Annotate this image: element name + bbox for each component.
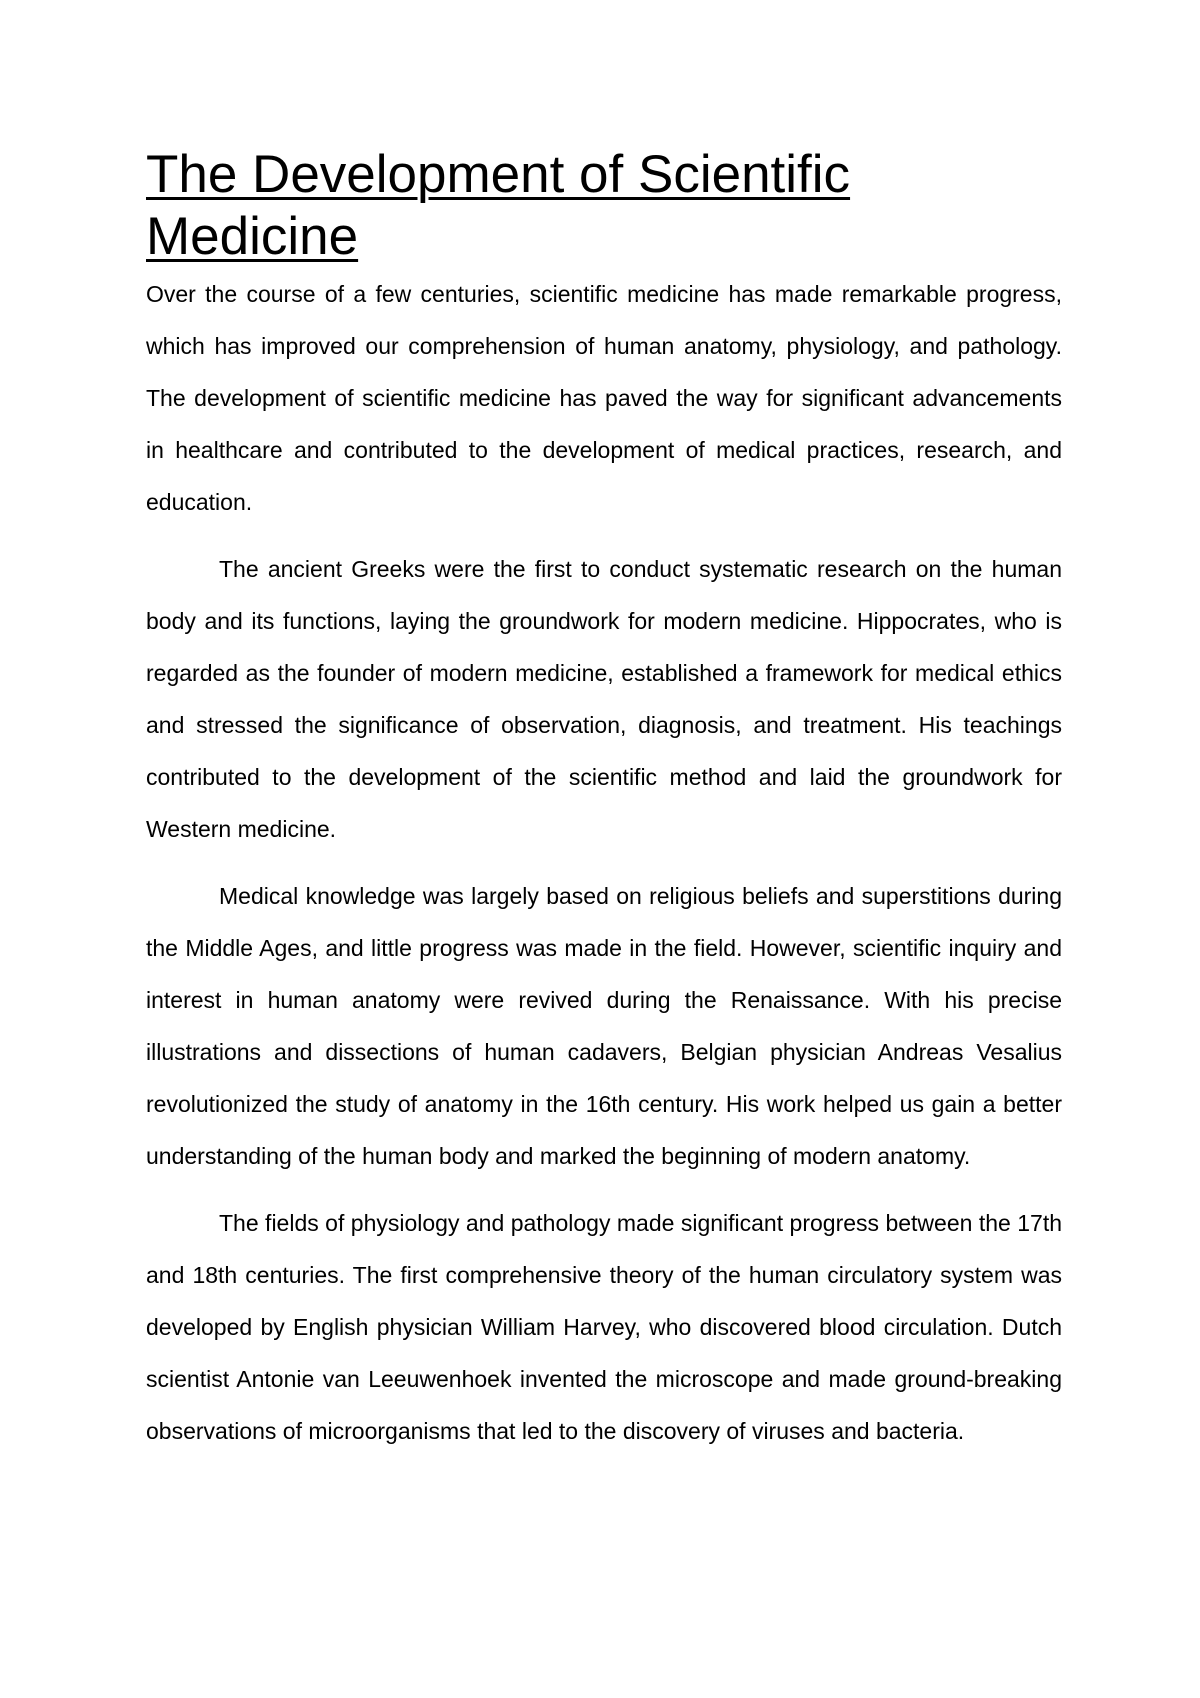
document-body xyxy=(146,144,1062,1457)
paragraph-17th-18th-centuries: The fields of physiology and pathology made significant progress between the 17th and 18th centuries. The first comprehensive theory of the human circulatory system was developed by English physician William Harvey, who discovered blood circulation. Dutch scientist Antonie van Leeuwenhoek invented the microscope and made ground-breaking observations of microorganisms that led to the discovery of viruses and bacteria. xyxy=(146,1210,1062,1444)
paragraph-intro: Over the course of a few centuries, scientific medicine has made remarkable progress, which has improved our comprehension of human anatomy, physiology, and pathology. The development of scientific medicine has paved the way for significant advancements in healthcare and contributed to the development of medical practices, research, and education. xyxy=(146,281,1062,515)
document-title: The Development of Scientific Medicine xyxy=(146,145,851,266)
paragraph-ancient-greeks: The ancient Greeks were the first to conduct systematic research on the human body and its functions, laying the groundwork for modern medicine. Hippocrates, who is regarded as the founder of modern medicine, established a framework for medical ethics and stressed the significance of observation, diagnosis, and treatment. His teachings contributed to the development of the scientific method and laid the groundwork for Western medicine. xyxy=(146,556,1062,842)
paragraph-middle-ages-renaissance: Medical knowledge was largely based on religious beliefs and superstitions during the Middle Ages, and little progress was made in the field. However, scientific inquiry and interest in human anatomy were revived during the Renaissance. With his precise illustrations and dissections of human cadavers, Belgian physician Andreas Vesalius revolutionized the study of anatomy in the 16th century. His work helped us gain a better understanding of the human body and marked the beginning of modern anatomy. xyxy=(146,883,1062,1169)
